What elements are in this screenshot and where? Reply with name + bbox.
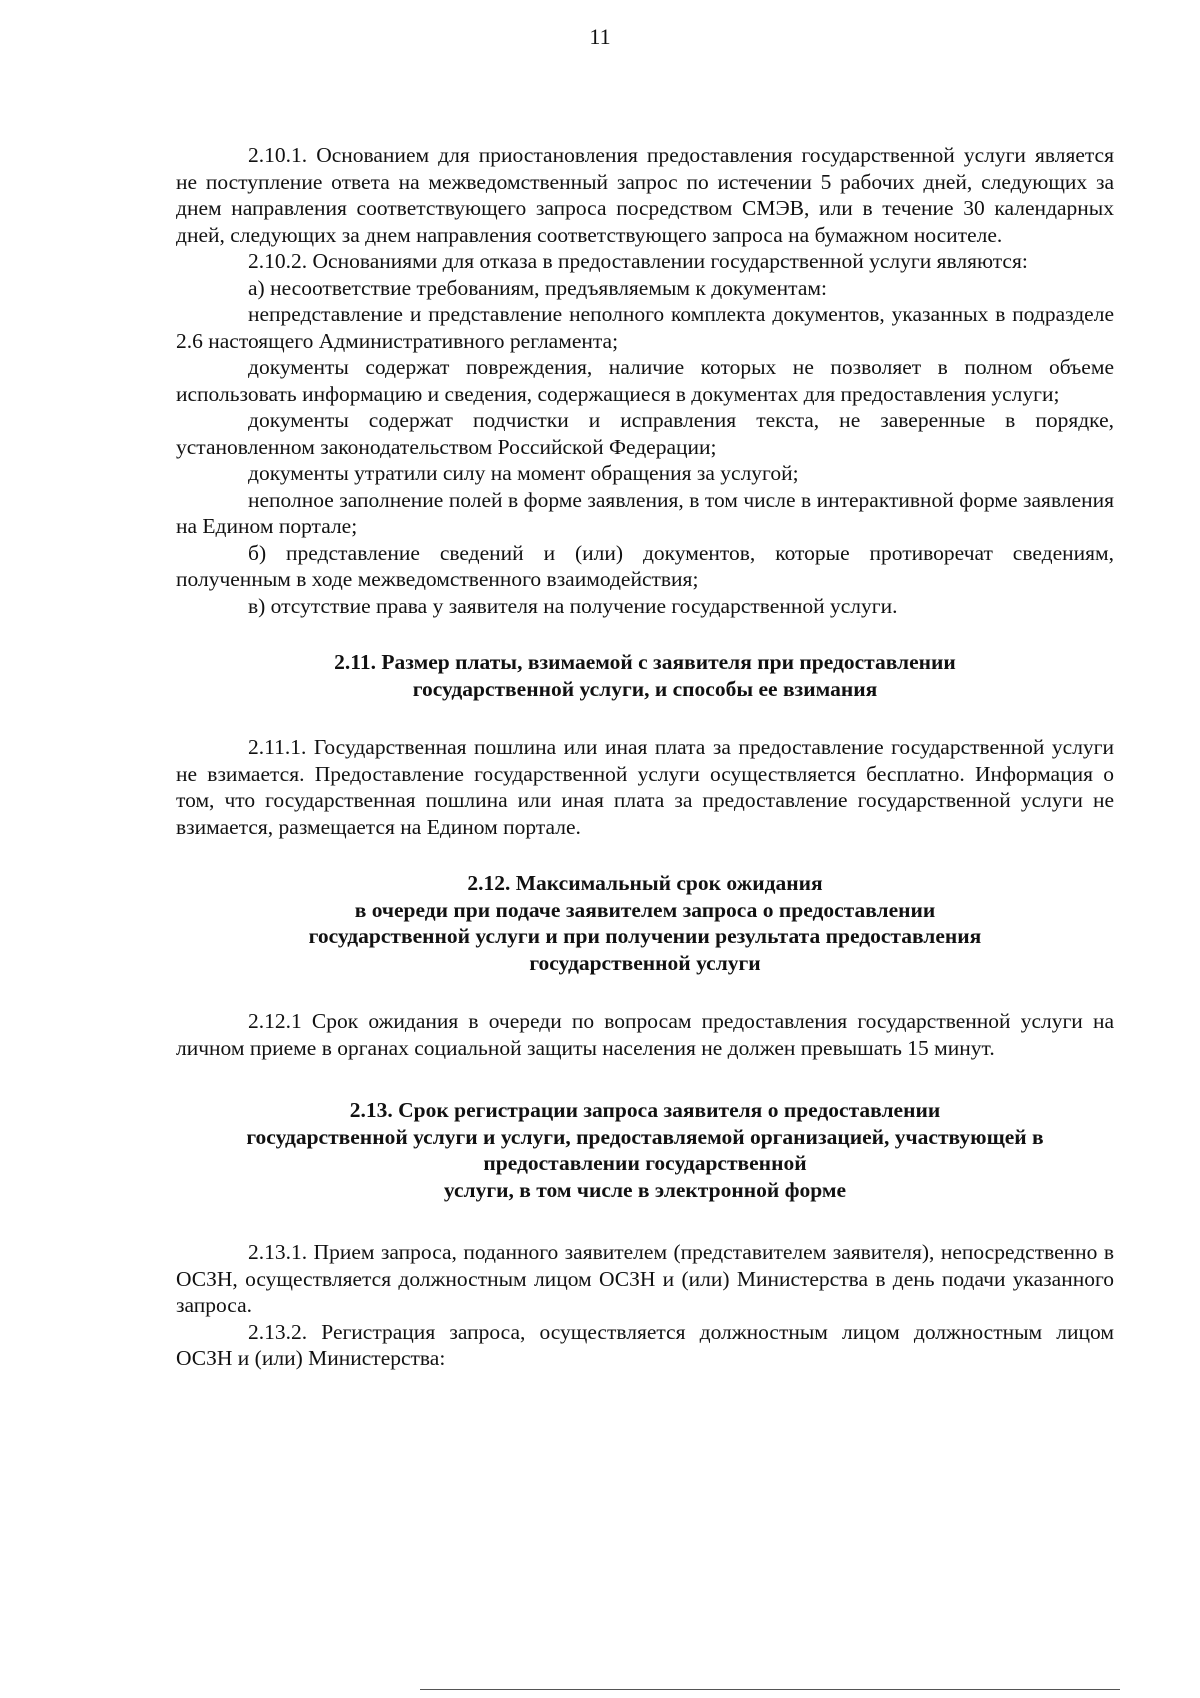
- heading-line: государственной услуги, и способы ее взимания: [412, 676, 878, 701]
- heading-line: государственной услуги и при получении результата предоставления: [308, 924, 982, 948]
- heading-line: предоставлении государственной: [483, 1151, 807, 1175]
- heading-line: 2.11. Размер платы, взимаемой с заявителя при предоставлении: [334, 650, 956, 674]
- paragraph-2-12-1: 2.12.1 Срок ожидания в очереди по вопросам предоставления государственной услуги на личном приеме в органах социальной защиты населения не должен превышать 15 минут.: [176, 1009, 1114, 1060]
- heading-line: 2.12. Максимальный срок ожидания: [467, 871, 823, 895]
- bottom-rule: [420, 1689, 1120, 1690]
- paragraph-item-a-3: документы содержат подчистки и исправления текста, не заверенные в порядке, установленном законодательством Российской Федерации;: [176, 408, 1114, 459]
- paragraph-item-b: б) представление сведений и (или) документов, которые противоречат сведениям, полученным в ходе межведомственного взаимодействия;: [176, 540, 1114, 591]
- paragraph-item-a: а) несоответствие требованиям, предъявляемым к документам:: [248, 275, 827, 300]
- heading-2-11: [176, 649, 1114, 702]
- paragraph-item-a-2: документы содержат повреждения, наличие которых не позволяет в полном объеме использовать информацию и сведения, содержащиеся в документах для предоставления услуги;: [176, 355, 1114, 406]
- paragraph-2-10-1: 2.10.1. Основанием для приостановления предоставления государственной услуги является не поступление ответа на межведомственный запрос по истечении 5 рабочих дней, следующих за днем направления соответствующего запроса посредством СМЭВ, или в течение 30 календарных дней, следующих за днем направления соответствующего запроса на бумажном носителе.: [176, 143, 1114, 247]
- heading-line: государственной услуги и услуги, предоставляемой организацией, участвующей в: [246, 1124, 1044, 1149]
- paragraph-2-11-1: 2.11.1. Государственная пошлина или иная плата за предоставление государственной услуги не взимается. Предоставление государственной услуги осуществляется бесплатно. Информация о том, что государственная пошлина или иная плата за предоставление государственной услуги не взимается, размещается на Едином портале.: [176, 735, 1114, 839]
- document-body: [176, 142, 1114, 1372]
- heading-line: в очереди при подаче заявителем запроса о предоставлении: [354, 897, 936, 922]
- paragraph-2-13-2: 2.13.2. Регистрация запроса, осуществляется должностным лицом должностным лицом ОСЗН и (или) Министерства:: [176, 1319, 1114, 1370]
- heading-line: 2.13. Срок регистрации запроса заявителя о предоставлении: [349, 1098, 941, 1122]
- paragraph-item-a-5: неполное заполнение полей в форме заявления, в том числе в интерактивной форме заявления на Едином портале;: [176, 487, 1114, 538]
- paragraph-2-13-1: 2.13.1. Прием запроса, поданного заявителем (представителем заявителя), непосредственно в ОСЗН, осуществляется должностным лицом ОСЗН и (или) Министерства в день подачи указанного запроса.: [176, 1240, 1114, 1317]
- paragraph-item-a-4: документы утратили силу на момент обращения за услугой;: [248, 461, 799, 485]
- heading-line: государственной услуги: [529, 950, 761, 975]
- page-number: 11: [589, 24, 611, 49]
- heading-line: услуги, в том числе в электронной форме: [443, 1177, 847, 1202]
- paragraph-2-10-2: 2.10.2. Основаниями для отказа в предоставлении государственной услуги являются:: [248, 249, 1028, 273]
- paragraph-item-a-1: непредставление и представление неполного комплекта документов, указанных в подразделе 2.6 настоящего Административного регламента;: [176, 302, 1114, 353]
- section-2-10: [176, 142, 1114, 619]
- heading-2-13: [176, 1097, 1114, 1203]
- paragraph-item-v: в) отсутствие права у заявителя на получение государственной услуги.: [248, 593, 898, 618]
- heading-2-12: [176, 870, 1114, 976]
